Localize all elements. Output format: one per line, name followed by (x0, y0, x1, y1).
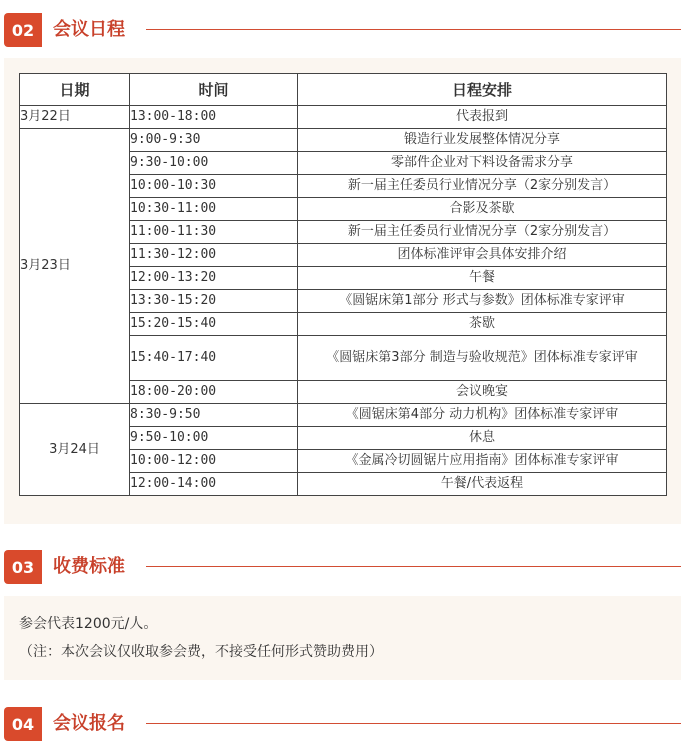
agenda-cell: 茶歇 (298, 313, 667, 336)
section-header-schedule (0, 13, 689, 47)
time-cell: 12:00-13:20 (130, 267, 298, 290)
time-cell: 18:00-20:00 (130, 381, 298, 404)
section-divider (146, 723, 681, 724)
time-cell: 13:00-18:00 (130, 106, 298, 129)
agenda-cell: 《金属冷切圆锯片应用指南》团体标准专家评审 (298, 450, 667, 473)
table-header-row (20, 74, 667, 106)
time-cell: 9:00-9:30 (130, 129, 298, 152)
time-cell: 11:00-11:30 (130, 221, 298, 244)
section-title: 会议日程 (53, 19, 125, 40)
section-divider (146, 29, 681, 30)
time-cell: 12:00-14:00 (130, 473, 298, 496)
agenda-cell: 新一届主任委员行业情况分享（2家分别发言） (298, 221, 667, 244)
header-date: 日期 (20, 74, 130, 106)
time-cell: 15:20-15:40 (130, 313, 298, 336)
time-cell: 15:40-17:40 (130, 336, 298, 381)
fee-amount-text: 参会代表1200元/人。 (19, 616, 158, 632)
fee-panel (4, 596, 681, 680)
agenda-cell: 团体标准评审会具体安排介绍 (298, 244, 667, 267)
section-title: 收费标准 (53, 556, 125, 577)
agenda-cell: 《圆锯床第4部分 动力机构》团体标准专家评审 (298, 404, 667, 427)
agenda-cell: 零部件企业对下料设备需求分享 (298, 152, 667, 175)
time-cell: 10:30-11:00 (130, 198, 298, 221)
agenda-cell: 《圆锯床第1部分 形式与参数》团体标准专家评审 (298, 290, 667, 313)
section-header-registration (0, 707, 689, 741)
agenda-cell: 代表报到 (298, 106, 667, 129)
header-agenda: 日程安排 (298, 74, 667, 106)
time-cell: 8:30-9:50 (130, 404, 298, 427)
section-header-fees (0, 550, 689, 584)
agenda-cell: 新一届主任委员行业情况分享（2家分别发言） (298, 175, 667, 198)
agenda-cell: 会议晚宴 (298, 381, 667, 404)
table-row (20, 404, 667, 427)
agenda-cell: 休息 (298, 427, 667, 450)
agenda-cell: 《圆锯床第3部分 制造与验收规范》团体标准专家评审 (298, 336, 667, 381)
section-title: 会议报名 (53, 713, 125, 734)
time-cell: 13:30-15:20 (130, 290, 298, 313)
date-cell: 3月22日 (20, 106, 130, 129)
date-cell: 3月23日 (20, 129, 130, 404)
fee-note-text: （注：本次会议仅收取参会费，不接受任何形式赞助费用） (19, 644, 383, 660)
time-cell: 11:30-12:00 (130, 244, 298, 267)
agenda-cell: 合影及茶歇 (298, 198, 667, 221)
section-number-badge: 03 (4, 550, 42, 584)
table-row (20, 129, 667, 152)
date-cell: 3月24日 (20, 404, 130, 496)
table-row (20, 106, 667, 129)
schedule-table (19, 73, 667, 496)
time-cell: 9:50-10:00 (130, 427, 298, 450)
agenda-cell: 午餐 (298, 267, 667, 290)
section-number-badge: 02 (4, 13, 42, 47)
section-number-badge: 04 (4, 707, 42, 741)
header-time: 时间 (130, 74, 298, 106)
section-divider (146, 566, 681, 567)
time-cell: 10:00-12:00 (130, 450, 298, 473)
time-cell: 9:30-10:00 (130, 152, 298, 175)
agenda-cell: 锻造行业发展整体情况分享 (298, 129, 667, 152)
time-cell: 10:00-10:30 (130, 175, 298, 198)
agenda-cell: 午餐/代表返程 (298, 473, 667, 496)
